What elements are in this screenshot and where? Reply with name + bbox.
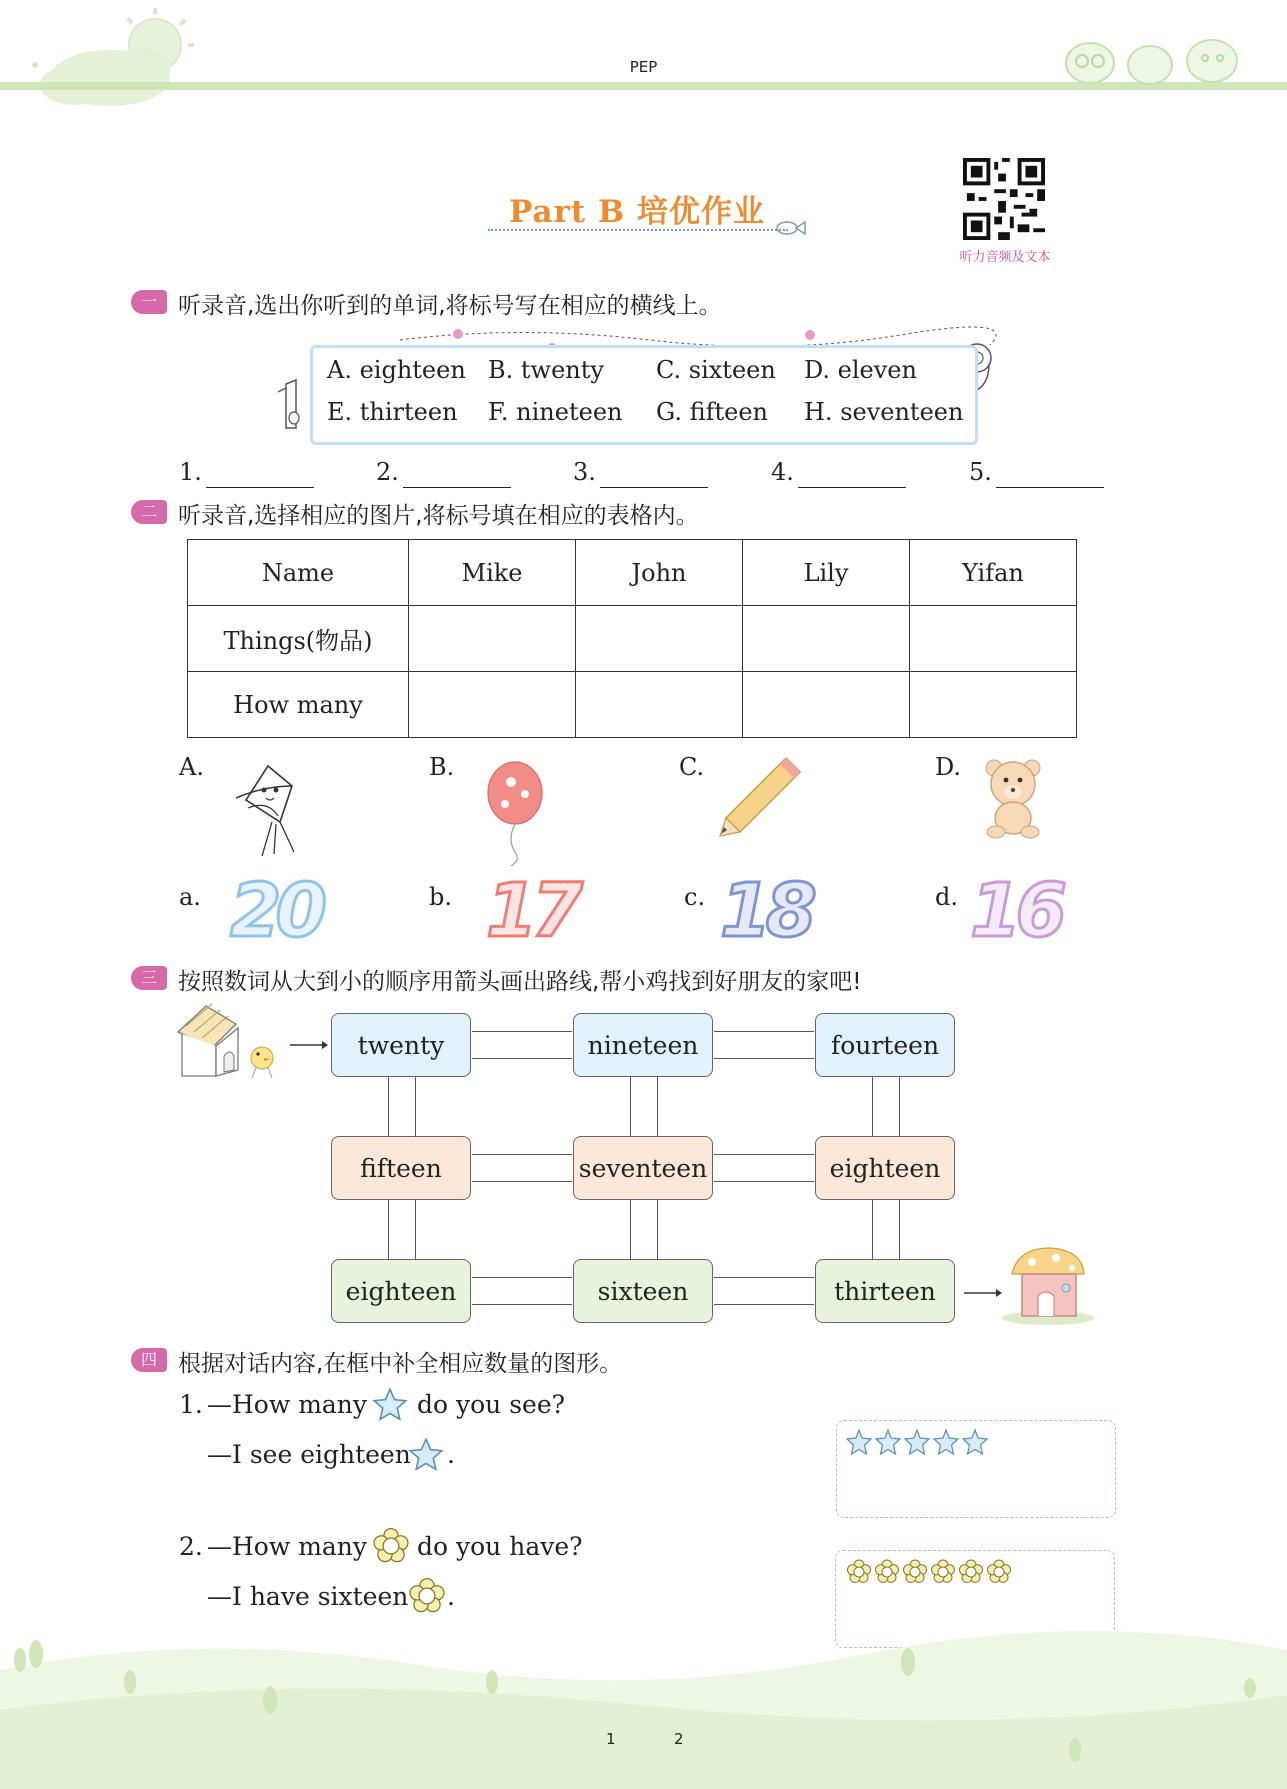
section2-instruction: 听录音,选择相应的图片,将标号填在相应的表格内。 [178,503,699,529]
qr-code[interactable] [963,158,1045,240]
dialogue-text: —How many [207,1532,368,1561]
question-number: 1. [179,1390,203,1419]
title-underline [488,229,788,231]
blank-label: 2. [376,458,399,486]
page-number: 1 [606,1730,616,1748]
answer-blank[interactable] [600,487,708,488]
answer-cell[interactable] [910,606,1077,672]
question-number: 2. [179,1532,203,1561]
number-label: a. [179,883,201,911]
header-publisher: PEP [629,58,658,76]
number-20-art: 20 [230,868,321,954]
footer-hills-decoration [0,1610,1287,1789]
maze-path [872,1200,900,1260]
table-row-label: How many [188,672,409,738]
maze-path [630,1200,658,1260]
star-icon [371,1386,409,1424]
number-16-art: 16 [970,868,1061,954]
fish-icon [774,218,808,238]
header-cloud-sun-decoration [0,0,200,110]
page-title: Part B 培优作业 [509,194,766,230]
maze-path [714,1277,814,1305]
table-header-cell: Lily [743,540,910,606]
word-option: B. twenty [488,356,604,384]
word-option: A. eighteen [327,356,466,384]
answer-cell[interactable] [743,672,910,738]
dialogue-text: do you see? [417,1390,566,1419]
star-icon-row [846,1428,996,1456]
answer-blank[interactable] [996,487,1104,488]
maze-box[interactable]: twenty [331,1013,471,1077]
flower-icon-row [846,1558,1016,1586]
blank-label: 1. [179,458,202,486]
picture-label: D. [935,753,962,781]
answer-cell[interactable] [409,606,576,672]
end-arrow [962,1286,1002,1300]
teddy-bear-icon [982,758,1046,840]
answer-blank[interactable] [798,487,906,488]
section1-badge: 一 [131,290,167,314]
picture-label: C. [679,753,705,781]
answer-cell[interactable] [576,606,743,672]
maze-path [872,1077,900,1137]
section3-badge: 三 [131,966,167,990]
section1-instruction: 听录音,选出你听到的单词,将标号写在相应的横线上。 [178,293,722,319]
answer-cell[interactable] [743,606,910,672]
balloon-icon [481,760,551,866]
maze-box[interactable]: thirteen [815,1259,955,1323]
section2-badge: 二 [131,500,167,524]
maze-path [388,1077,416,1137]
dialogue-text: do you have? [417,1532,583,1561]
dialogue-text: —I have sixteen [207,1582,409,1611]
maze-box[interactable]: seventeen [573,1136,713,1200]
number-1-decoration [272,378,312,438]
answer-cell[interactable] [910,672,1077,738]
table-header-cell: Mike [409,540,576,606]
blank-label: 3. [573,458,596,486]
maze-box[interactable]: eighteen [331,1259,471,1323]
maze-box[interactable]: nineteen [573,1013,713,1077]
answer-blank[interactable] [403,487,511,488]
dialogue-text: . [447,1582,455,1611]
word-option: C. sixteen [656,356,776,384]
number-label: b. [429,883,452,911]
dialogue-text: —How many [207,1390,368,1419]
maze-box[interactable]: eighteen [815,1136,955,1200]
word-option: D. eleven [804,356,917,384]
flower-icon [372,1527,410,1565]
blank-label: 5. [969,458,992,486]
maze-path [472,1031,572,1059]
answer-blank[interactable] [206,487,314,488]
word-option: H. seventeen [804,398,964,426]
blank-label: 4. [771,458,794,486]
maze-box[interactable]: sixteen [573,1259,713,1323]
qr-caption: 听力音频及文本 [959,250,1051,265]
maze-path [630,1077,658,1137]
maze-path [472,1277,572,1305]
mushroom-house-icon [998,1244,1098,1326]
picture-label: A. [179,753,204,781]
table-header-cell: John [576,540,743,606]
start-arrow [288,1038,328,1052]
section4-instruction: 根据对话内容,在框中补全相应数量的图形。 [178,1351,623,1377]
section4-badge: 四 [131,1348,167,1372]
maze-path [472,1154,572,1182]
table-header-cell: Yifan [910,540,1077,606]
dialogue-text: —I see eighteen [207,1440,411,1469]
table-row-label: Things(物品) [188,606,409,672]
doghouse-chick-icon [172,1002,287,1082]
word-option: F. nineteen [488,398,623,426]
number-label: c. [684,883,706,911]
number-label: d. [935,883,958,911]
maze-box[interactable]: fourteen [815,1013,955,1077]
maze-path [714,1154,814,1182]
kite-icon [228,760,318,858]
maze-path [388,1200,416,1260]
answer-cell[interactable] [576,672,743,738]
word-option: G. fifteen [656,398,768,426]
number-17-art: 17 [486,868,577,954]
section3-instruction: 按照数词从大到小的顺序用箭头画出路线,帮小鸡找到好朋友的家吧! [178,969,862,995]
number-18-art: 18 [720,868,811,954]
pencil-icon [716,754,806,838]
picture-label: B. [429,753,455,781]
word-option: E. thirteen [327,398,458,426]
answer-cell[interactable] [409,672,576,738]
header-animals-decoration [1060,25,1260,87]
table-header-cell: Name [188,540,409,606]
star-icon [407,1436,445,1474]
maze-box[interactable]: fifteen [331,1136,471,1200]
page-number: 2 [674,1730,684,1748]
dialogue-text: . [447,1440,455,1469]
maze-path [714,1031,814,1059]
answer-table [187,539,1077,738]
